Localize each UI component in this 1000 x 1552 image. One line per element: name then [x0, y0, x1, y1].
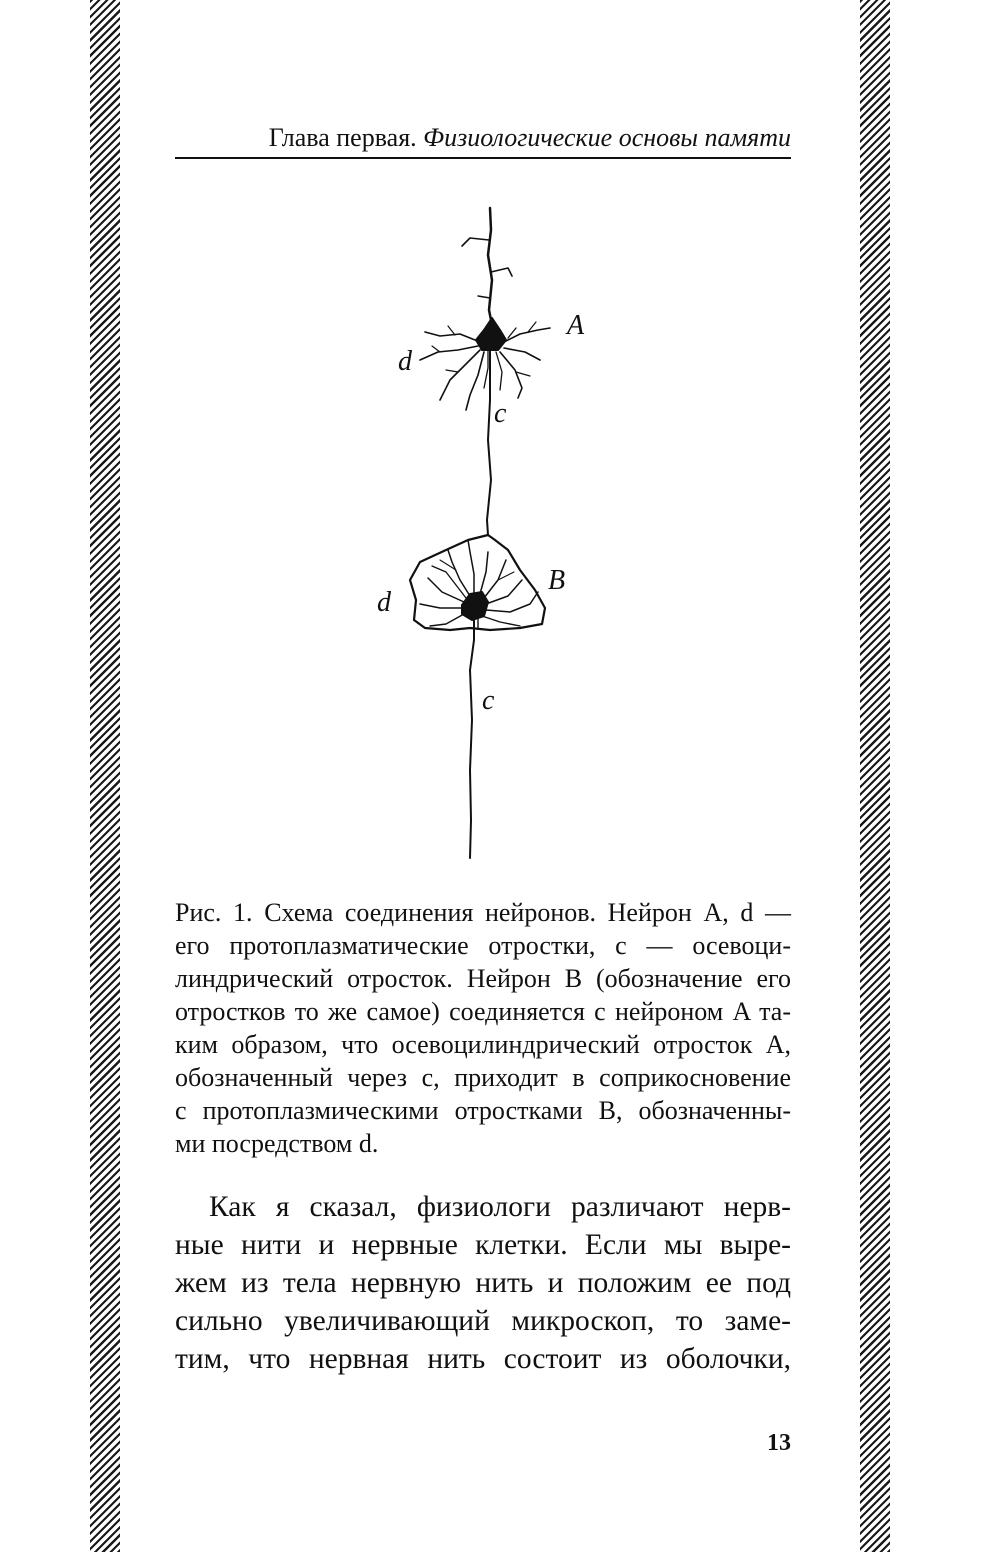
- running-header: [175, 122, 791, 154]
- label-neuron-b: B: [548, 565, 566, 596]
- neuron-illustration: [370, 200, 600, 862]
- decorative-border-left: [90, 0, 120, 1552]
- body-line: жем из тела нервную нить и положим ее под: [175, 1267, 791, 1299]
- caption-line: с протоплазмическими отростками B, обозначенны-: [175, 1096, 791, 1125]
- body-paragraph: [175, 1188, 791, 1378]
- page-number: 13: [767, 1430, 791, 1456]
- neuron-diagram: [370, 200, 600, 862]
- caption-line: отростков то же самое) соединяется с нейроном A та-: [175, 997, 791, 1026]
- caption-line: его протоплазматические отростки, c — осевоци-: [175, 931, 791, 960]
- label-axon-a: c: [494, 398, 507, 429]
- figure-caption: [175, 896, 791, 1160]
- caption-line: ми посредством d.: [175, 1129, 379, 1158]
- body-line: сильно увеличивающий микроскоп, то заме-: [175, 1305, 791, 1337]
- caption-line: линдрический отросток. Нейрон B (обозначение его: [175, 964, 791, 993]
- label-neuron-a: A: [567, 310, 585, 341]
- label-axon-b: c: [482, 685, 495, 716]
- header-rule: [175, 157, 791, 159]
- body-line: Как я сказал, физиологи различают нерв-: [209, 1191, 791, 1223]
- body-line: ные нити и нервные клетки. Если мы выре-: [175, 1229, 791, 1261]
- header-chapter: Глава первая.: [268, 123, 417, 152]
- body-line: тим, что нервная нить состоит из оболочки,: [175, 1343, 791, 1375]
- caption-line: Рис. 1. Схема соединения нейронов. Нейрон A, d —: [175, 898, 791, 927]
- caption-line: обозначенный через c, приходит в соприкосновение: [175, 1063, 791, 1092]
- label-dendrites-a: d: [398, 346, 412, 377]
- label-dendrites-b: d: [377, 587, 391, 618]
- decorative-border-right: [860, 0, 890, 1552]
- header-title: Физиологические основы памяти: [423, 123, 791, 152]
- caption-line: ким образом, что осевоцилиндрический отросток A,: [175, 1030, 791, 1059]
